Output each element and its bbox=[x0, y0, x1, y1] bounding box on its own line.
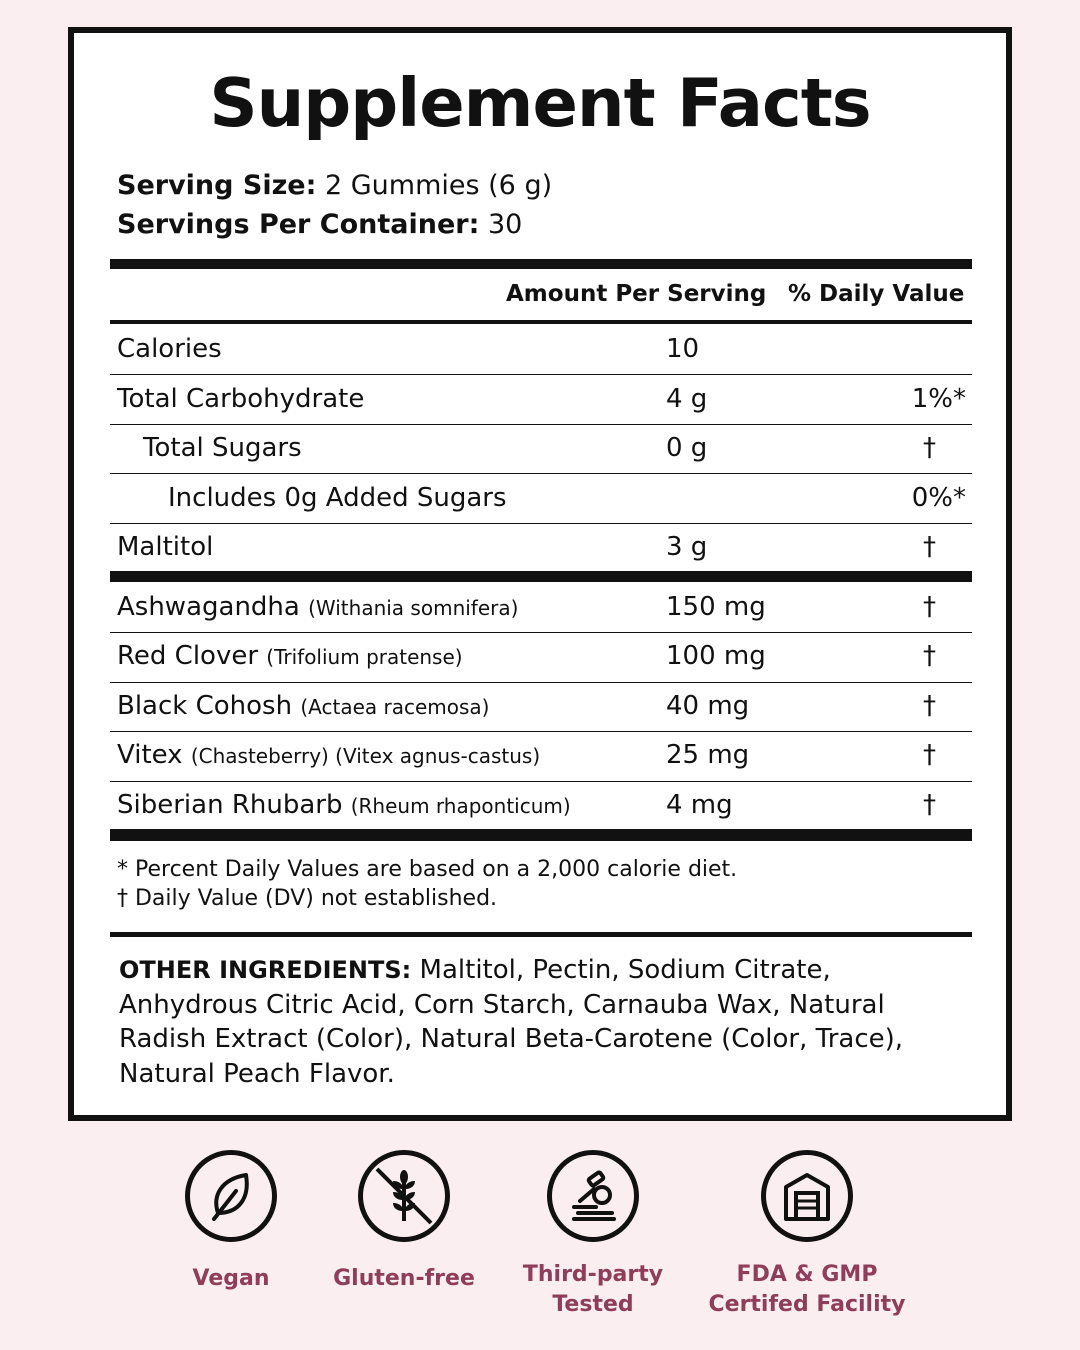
badge-fda-gmp bbox=[707, 1150, 907, 1320]
ingredient-amount: 40 mg bbox=[666, 691, 750, 721]
ingredient-common-name: Red Clover bbox=[117, 641, 259, 671]
servings-per-container bbox=[117, 208, 522, 242]
nutrient-amount: 4 g bbox=[666, 384, 708, 414]
ingredient-common-name: Vitex bbox=[117, 740, 183, 770]
badge-label: FDA & GMP Certifed Facility bbox=[708, 1262, 906, 1317]
ingredient-latin-name: (Trifolium pratense) bbox=[266, 645, 463, 669]
nutrient-daily-value: † bbox=[923, 433, 936, 463]
servings-per-container-label: Servings Per Container: bbox=[117, 209, 480, 240]
servings-per-container-value: 30 bbox=[479, 209, 523, 240]
table-row bbox=[110, 523, 972, 572]
ingredient-latin-name: (Rheum rhaponticum) bbox=[350, 794, 571, 818]
nutrient-amount: 0 g bbox=[666, 433, 708, 463]
badge-label: Third-party Tested bbox=[522, 1262, 664, 1317]
thick-divider bbox=[110, 259, 972, 269]
badge-label: Vegan bbox=[192, 1266, 270, 1291]
other-ingredients-text: Maltitol, Pectin, Sodium Citrate, Anhydrous Citric Acid, Corn Starch, Carnauba Wax, Natural Radish Extract (Color), Natural Beta-Carotene (Color, Trace), Natural Peach Flavor. bbox=[119, 955, 904, 1089]
ingredient-daily-value: † bbox=[923, 790, 936, 820]
ingredient-daily-value: † bbox=[923, 691, 936, 721]
ingredient-name bbox=[117, 591, 518, 624]
table-row bbox=[110, 583, 972, 632]
ingredient-latin-name: (Actaea racemosa) bbox=[300, 695, 490, 719]
nutrient-daily-value: 1%* bbox=[911, 384, 966, 414]
ingredient-name bbox=[117, 640, 463, 673]
ingredient-amount: 100 mg bbox=[666, 641, 766, 671]
ingredient-daily-value: † bbox=[923, 740, 936, 770]
table-row bbox=[110, 632, 972, 681]
nutrient-daily-value: 0%* bbox=[911, 483, 966, 513]
table-row bbox=[110, 474, 972, 523]
nutrient-name: Total Carbohydrate bbox=[117, 384, 365, 414]
ingredient-common-name: Ashwagandha bbox=[117, 592, 300, 622]
footnote-divider bbox=[110, 932, 972, 937]
header-daily-value: % Daily Value bbox=[788, 281, 965, 307]
badge-third-party-tested bbox=[493, 1150, 693, 1320]
nutrient-name: Includes 0g Added Sugars bbox=[168, 483, 507, 513]
nutrient-name: Calories bbox=[117, 334, 222, 364]
page-title: Supplement Facts bbox=[209, 64, 871, 142]
badge-label: Gluten-free bbox=[333, 1266, 475, 1291]
nutrient-daily-value: † bbox=[923, 532, 936, 562]
ingredient-amount: 25 mg bbox=[666, 740, 750, 770]
ingredient-amount: 150 mg bbox=[666, 592, 766, 622]
ingredient-daily-value: † bbox=[923, 592, 936, 622]
ingredient-latin-name: (Withania somnifera) bbox=[308, 596, 519, 620]
header-amount-per-serving: Amount Per Serving bbox=[506, 281, 767, 307]
table-row bbox=[110, 781, 972, 830]
header-divider bbox=[110, 320, 972, 324]
serving-size bbox=[117, 169, 552, 203]
ingredient-common-name: Siberian Rhubarb bbox=[117, 790, 343, 820]
footnote-dagger: † Daily Value (DV) not established. bbox=[117, 886, 498, 911]
table-row bbox=[110, 731, 972, 780]
ingredient-name bbox=[117, 690, 489, 723]
ingredient-amount: 4 mg bbox=[666, 790, 733, 820]
supplement-facts-panel bbox=[68, 27, 1012, 1121]
footnote-percent-daily-value: * Percent Daily Values are based on a 2,000 calorie diet. bbox=[117, 857, 738, 882]
serving-size-value: 2 Gummies (6 g) bbox=[316, 170, 553, 201]
thick-divider bbox=[110, 829, 972, 841]
other-ingredients-label: OTHER INGREDIENTS: bbox=[119, 956, 412, 984]
microscope-icon bbox=[547, 1150, 639, 1242]
ingredient-common-name: Black Cohosh bbox=[117, 691, 293, 721]
nutrient-amount: 10 bbox=[666, 334, 700, 364]
ingredient-daily-value: † bbox=[923, 641, 936, 671]
ingredient-name bbox=[117, 789, 571, 822]
table-row bbox=[110, 424, 972, 473]
table-row bbox=[110, 682, 972, 731]
nutrient-name: Total Sugars bbox=[143, 433, 302, 463]
serving-size-label: Serving Size: bbox=[117, 170, 317, 201]
badge-gluten-free bbox=[304, 1150, 504, 1294]
ingredient-name bbox=[117, 739, 540, 772]
badge-vegan bbox=[131, 1150, 331, 1294]
leaf-icon bbox=[185, 1150, 277, 1242]
thick-divider bbox=[110, 571, 972, 582]
facility-icon bbox=[761, 1150, 853, 1242]
table-row bbox=[110, 325, 972, 374]
other-ingredients bbox=[119, 953, 969, 1091]
table-row bbox=[110, 375, 972, 424]
ingredient-latin-name: (Chasteberry) (Vitex agnus-castus) bbox=[190, 744, 541, 768]
nutrient-name: Maltitol bbox=[117, 532, 214, 562]
nutrient-amount: 3 g bbox=[666, 532, 708, 562]
no-wheat-icon bbox=[358, 1150, 450, 1242]
